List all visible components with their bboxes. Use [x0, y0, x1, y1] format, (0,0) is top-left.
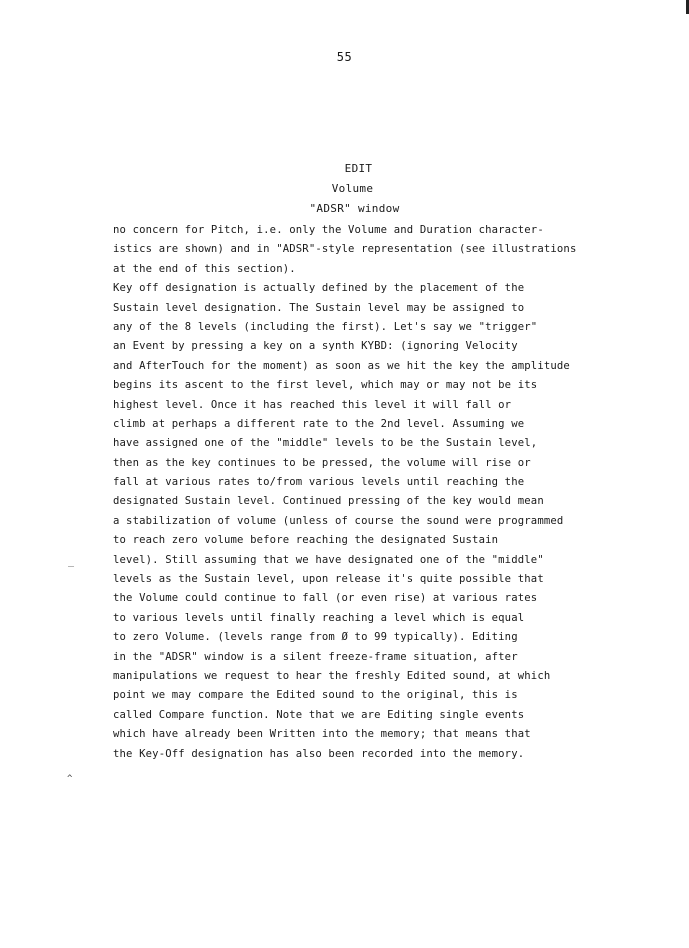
text-line: point we may compare the Edited sound to the original, this is: [113, 689, 518, 702]
text-line: levels as the Sustain level, upon release it's quite possible that: [113, 573, 544, 586]
text-line: which have already been Written into the memory; that means that: [113, 728, 531, 741]
text-line: climb at perhaps a different rate to the 2nd level. Assuming we: [113, 417, 525, 430]
text-line: Key off designation is actually defined by the placement of the: [113, 282, 525, 295]
margin-caret-mark: ^: [67, 774, 73, 784]
text-line: istics are shown) and in "ADSR"-style representation (see illustrations: [113, 243, 577, 256]
window-heading: "ADSR" window: [309, 202, 400, 215]
text-line: at the end of this section).: [113, 262, 296, 275]
text-line: designated Sustain level. Continued pressing of the key would mean: [113, 495, 544, 508]
text-line: a stabilization of volume (unless of course the sound were programmed: [113, 514, 564, 527]
text-line: have assigned one of the "middle" levels to be the Sustain level,: [113, 437, 538, 450]
section-heading: EDIT: [344, 162, 373, 175]
text-line: no concern for Pitch, i.e. only the Volume and Duration character-: [113, 224, 544, 236]
text-line: and AfterTouch for the moment) as soon as we hit the key the amplitude: [113, 359, 570, 372]
text-line: begins its ascent to the first level, which may or may not be its: [113, 379, 538, 392]
text-line: the Volume could continue to fall (or even rise) at various rates: [113, 592, 538, 605]
text-line: an Event by pressing a key on a synth KYBD: (ignoring Velocity: [113, 340, 518, 353]
text-line: in the "ADSR" window is a silent freeze-frame situation, after: [113, 650, 518, 663]
text-line: to various levels until finally reaching a level which is equal: [113, 611, 525, 624]
text-line: highest level. Once it has reached this level it will fall or: [113, 398, 512, 411]
text-line: to reach zero volume before reaching the designated Sustain: [113, 534, 499, 547]
text-line: called Compare function. Note that we are Editing single events: [113, 708, 525, 721]
text-line: then as the key continues to be pressed, the volume will rise or: [113, 456, 531, 469]
body-text: [113, 221, 673, 764]
text-line: fall at various rates to/from various levels until reaching the: [113, 476, 525, 489]
margin-dash-mark: _: [68, 556, 75, 567]
text-line: Sustain level designation. The Sustain level may be assigned to: [113, 301, 525, 314]
text-line: to zero Volume. (levels range from Ø to 99 typically). Editing: [113, 631, 518, 644]
text-line: level). Still assuming that we have designated one of the "middle": [113, 553, 544, 566]
text-line: any of the 8 levels (including the first). Let's say we "trigger": [113, 320, 538, 333]
text-line: manipulations we request to hear the freshly Edited sound, at which: [113, 669, 551, 682]
text-line: the Key-Off designation has also been recorded into the memory.: [113, 747, 525, 760]
page-number: 55: [336, 50, 353, 64]
subsection-heading: Volume: [331, 182, 374, 195]
